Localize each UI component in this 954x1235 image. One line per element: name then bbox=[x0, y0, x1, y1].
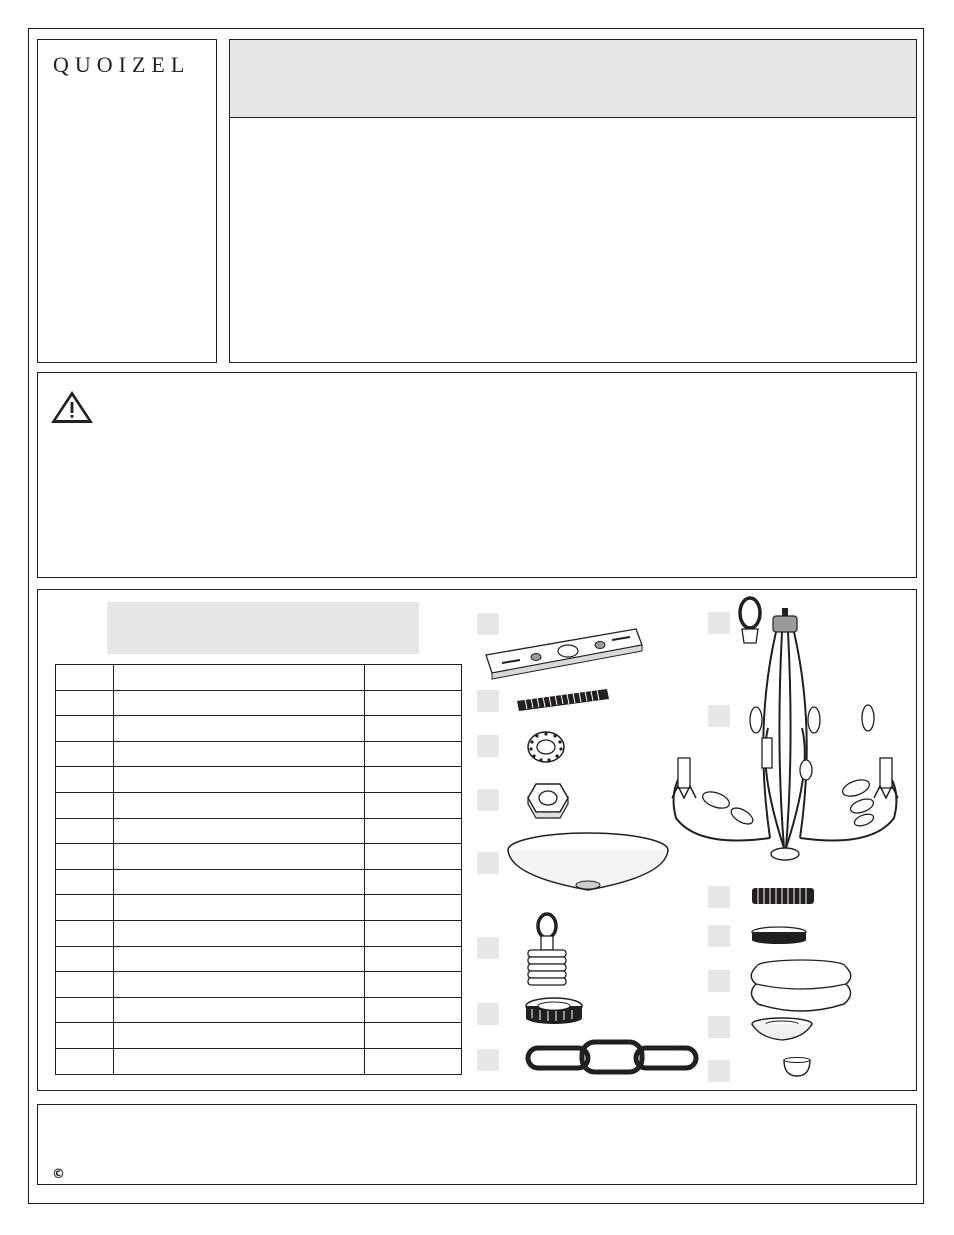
table-cell bbox=[113, 972, 364, 998]
table-cell bbox=[364, 716, 461, 742]
table-row bbox=[56, 716, 462, 742]
table-cell bbox=[364, 920, 461, 946]
table-cell bbox=[56, 946, 114, 972]
table-row bbox=[56, 1023, 462, 1049]
table-row bbox=[56, 1048, 462, 1074]
part-label-nipple bbox=[708, 886, 730, 908]
table-cell bbox=[113, 869, 364, 895]
table-cell bbox=[364, 1048, 461, 1074]
table-cell bbox=[113, 690, 364, 716]
table-cell bbox=[56, 767, 114, 793]
table-row bbox=[56, 895, 462, 921]
table-cell bbox=[113, 895, 364, 921]
table-cell bbox=[56, 741, 114, 767]
table-cell bbox=[364, 690, 461, 716]
title-box bbox=[229, 39, 917, 363]
table-cell bbox=[364, 741, 461, 767]
table-cell bbox=[113, 946, 364, 972]
small-ring-nut-icon bbox=[750, 926, 808, 946]
table-cell bbox=[113, 844, 364, 870]
part-label-finial bbox=[708, 1060, 730, 1082]
table-cell bbox=[56, 895, 114, 921]
bobeche-icon bbox=[744, 958, 858, 1014]
part-label-threaded-pipe bbox=[477, 690, 499, 712]
table-row bbox=[56, 997, 462, 1023]
table-cell bbox=[364, 895, 461, 921]
table-row bbox=[56, 972, 462, 998]
table-cell bbox=[364, 844, 461, 870]
table-cell bbox=[56, 690, 114, 716]
brand-logo: QUOIZEL bbox=[53, 52, 191, 77]
table-cell bbox=[364, 997, 461, 1023]
chain-icon bbox=[524, 1040, 704, 1076]
table-cell bbox=[56, 869, 114, 895]
table-cell bbox=[113, 920, 364, 946]
table-cell bbox=[364, 869, 461, 895]
table-header-cell bbox=[56, 665, 114, 691]
table-row bbox=[56, 792, 462, 818]
crossbar-icon bbox=[484, 625, 644, 681]
table-row bbox=[56, 869, 462, 895]
parts-heading-label bbox=[107, 602, 419, 630]
canopy-icon bbox=[506, 830, 670, 894]
table-cell bbox=[364, 818, 461, 844]
table-cell bbox=[56, 1048, 114, 1074]
part-label-loop bbox=[477, 937, 499, 959]
part-label-lock-washer bbox=[477, 735, 499, 757]
table-row bbox=[56, 946, 462, 972]
warning-box bbox=[37, 372, 917, 578]
table-cell bbox=[364, 1023, 461, 1049]
ring-nut-icon bbox=[524, 996, 584, 1026]
logo-box bbox=[37, 39, 217, 363]
chandelier-fixture-icon bbox=[658, 608, 918, 874]
table-cell bbox=[113, 792, 364, 818]
warning-triangle-icon bbox=[50, 390, 94, 424]
table-cell bbox=[56, 1023, 114, 1049]
table-cell bbox=[56, 844, 114, 870]
part-label-cup bbox=[708, 1016, 730, 1038]
table-cell bbox=[56, 716, 114, 742]
cup-icon bbox=[750, 1016, 814, 1044]
part-label-bobeche bbox=[708, 970, 730, 992]
hex-nut-icon bbox=[526, 780, 570, 820]
table-row bbox=[56, 844, 462, 870]
table-row bbox=[56, 818, 462, 844]
table-cell bbox=[113, 1048, 364, 1074]
parts-box bbox=[37, 589, 917, 1091]
part-label-ring-nut bbox=[477, 1003, 499, 1025]
loop-icon bbox=[524, 912, 570, 990]
part-label-hex-nut bbox=[477, 789, 499, 811]
table-header-cell bbox=[113, 665, 364, 691]
table-row bbox=[56, 767, 462, 793]
part-label-chain bbox=[477, 1049, 499, 1071]
table-cell bbox=[113, 767, 364, 793]
table-cell bbox=[56, 920, 114, 946]
finial-icon bbox=[782, 1056, 812, 1078]
table-cell bbox=[364, 946, 461, 972]
table-row bbox=[56, 920, 462, 946]
footer-box bbox=[37, 1104, 917, 1185]
lock-washer-icon bbox=[526, 730, 566, 764]
parts-table bbox=[55, 664, 462, 1075]
table-cell bbox=[113, 741, 364, 767]
table-cell bbox=[56, 972, 114, 998]
table-row bbox=[56, 690, 462, 716]
table-header-row bbox=[56, 665, 462, 691]
part-label-canopy bbox=[477, 852, 499, 874]
nipple-icon bbox=[750, 886, 816, 906]
table-cell bbox=[56, 792, 114, 818]
copyright-symbol: © bbox=[52, 1167, 65, 1182]
threaded-pipe-icon bbox=[515, 687, 611, 713]
part-label-small-ring-nut bbox=[708, 925, 730, 947]
table-cell bbox=[113, 997, 364, 1023]
table-cell bbox=[56, 818, 114, 844]
table-cell bbox=[113, 1023, 364, 1049]
table-cell bbox=[113, 716, 364, 742]
parts-heading bbox=[107, 602, 419, 654]
title-band bbox=[230, 40, 916, 118]
table-row bbox=[56, 741, 462, 767]
table-cell bbox=[364, 767, 461, 793]
table-header-cell bbox=[364, 665, 461, 691]
table-cell bbox=[364, 972, 461, 998]
table-cell bbox=[113, 818, 364, 844]
table-cell bbox=[364, 792, 461, 818]
table-cell bbox=[56, 997, 114, 1023]
